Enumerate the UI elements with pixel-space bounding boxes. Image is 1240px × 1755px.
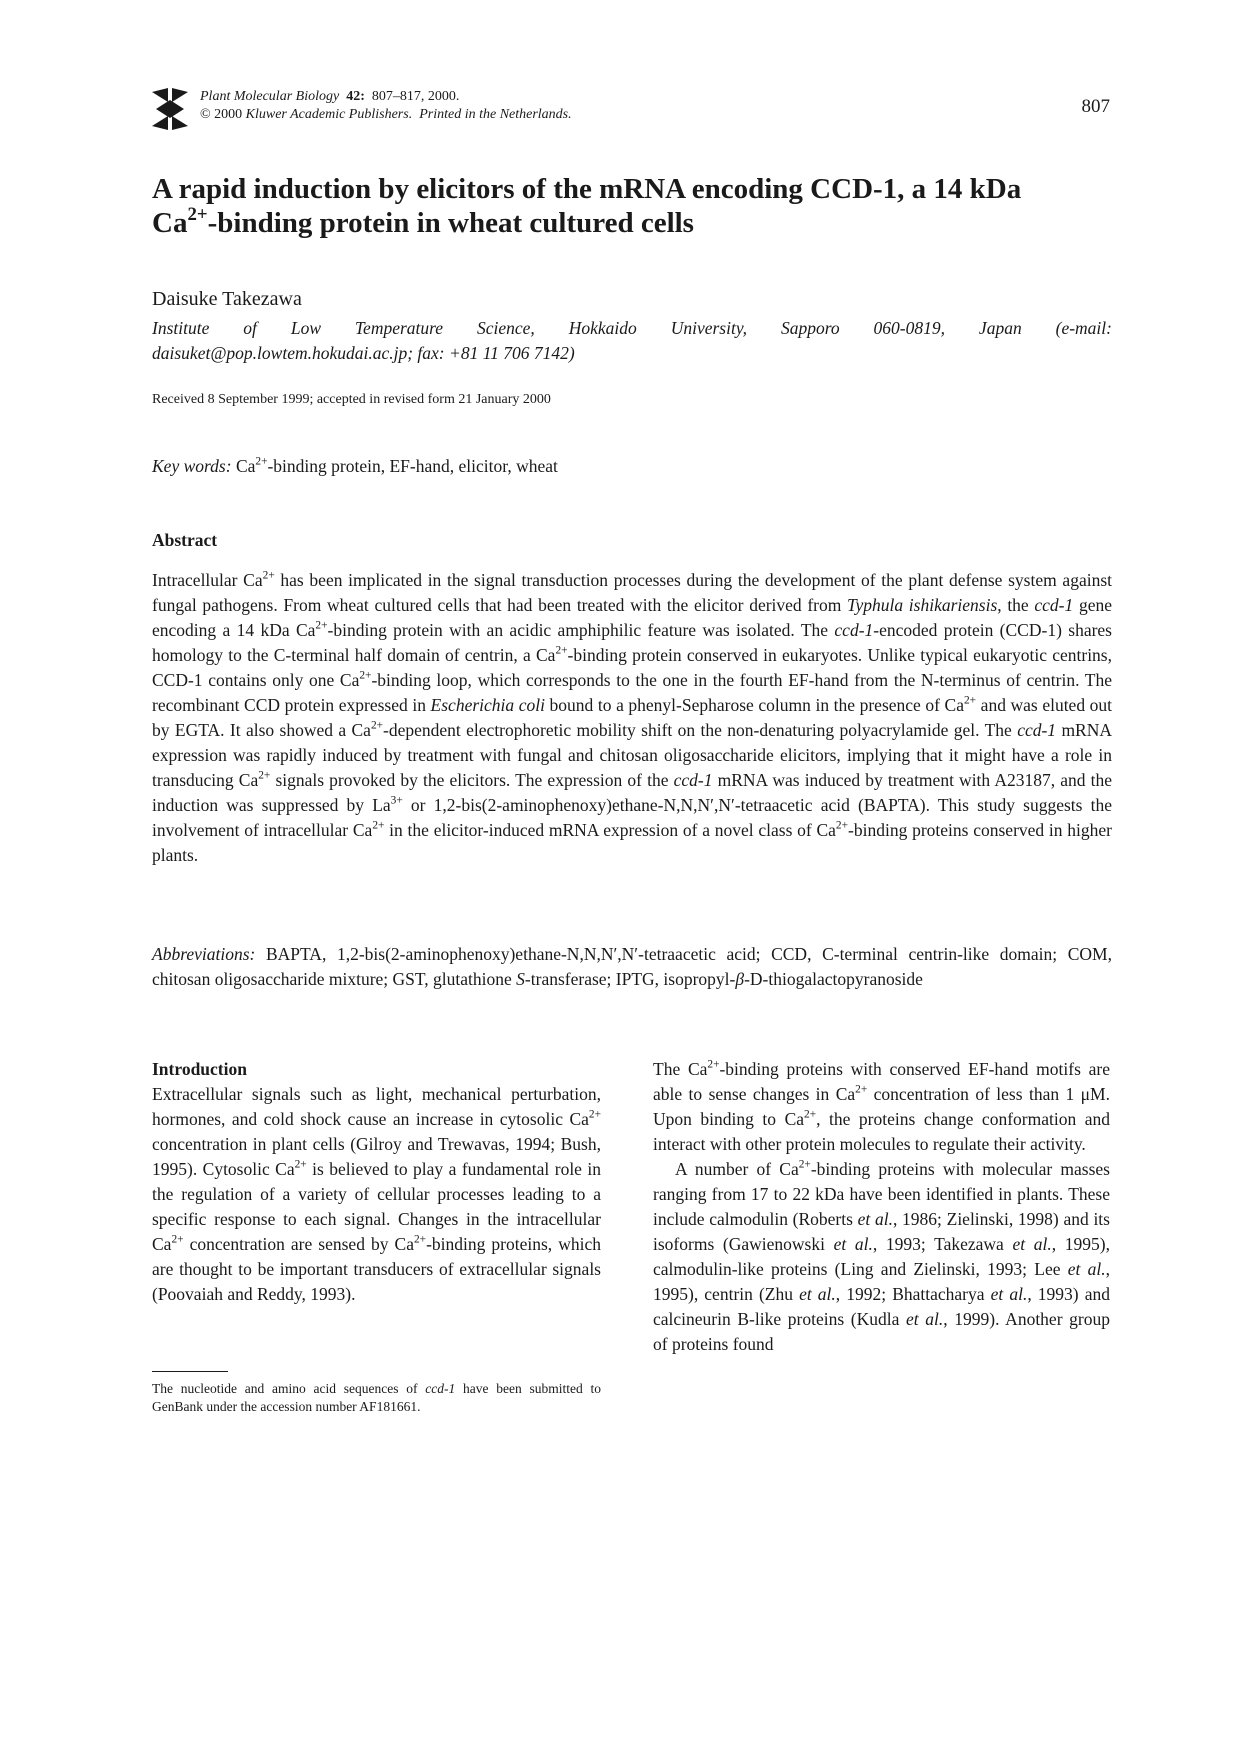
left-column [152, 1057, 601, 1307]
keywords: Key words: $Ca^{2+}$-binding protein, EF-hand, elicitor, wheat [152, 455, 558, 476]
right-column [653, 1057, 1110, 1357]
journal-header: Plant Molecular Biology 42: 807–817, 2000. © 2000 Kluwer Academic Publishers. Printed in the Netherlands. [200, 89, 572, 122]
abstract-text: Intracellular $Ca^{2+}$ has been implicated in the signal transduction processes during the development of the plant defense system against fungal pathogens. From wheat cultured cells that had been treated with the elicitor derived from Typhula ishikariensis, the ccd-1 gene encoding a 14 kDa $Ca^{2+}$-binding protein with an acidic amphiphilic feature was isolated. The ccd-1-encoded protein (CCD-1) shares homology to the C-terminal half domain of centrin, a $Ca^{2+}$-binding protein conserved in eukaryotes. Unlike typical eukaryotic centrins, CCD-1 contains only one $Ca^{2+}$-binding loop, which corresponds to the one in the fourth EF-hand from the N-terminus of centrin. The recombinant CCD protein expressed in Escherichia coli bound to a phenyl-Sepharose column in the presence of $Ca^{2+}$ and was eluted out by EGTA. It also showed a $Ca^{2+}$-dependent electrophoretic mobility shift on the non-denaturing polyacrylamide gel. The ccd-1 mRNA expression was rapidly induced by treatment with fungal and chitosan oligosaccharide elicitors, implying that it might have a role in transducing $Ca^{2+}$ signals provoked by the elicitors. The expression of the ccd-1 mRNA was induced by treatment with A23187, and the induction was suppressed by $La^{3+}$ or 1,2-bis(2-aminophenoxy)ethane-N,N,N′,N′-tetraacetic acid (BAPTA). This study suggests the involvement of intracellular $Ca^{2+}$ in the elicitor-induced mRNA expression of a novel class of $Ca^{2+}$-binding proteins conserved in higher plants. [152, 569, 1113, 865]
author-name: Daisuke Takezawa [152, 288, 302, 310]
abbreviations: Abbreviations: BAPTA, 1,2-bis(2-aminophenoxy)ethane-N,N,N′,N′-tetraacetic acid; CCD, C-terminal centrin-like domain; COM, chitosan oligosaccharide mixture; GST, glutathione S-transferase; IPTG, isopropyl-β-D-thiogalactopyranoside [152, 944, 1112, 989]
introduction-paragraph-1: Extracellular signals such as light, mechanical perturbation, hormones, and cold shock cause an increase in cytosolic $Ca^{2+}$ concentration in plant cells (Gilroy and Trewavas, 1994; Bush, 1995). Cytosolic $Ca^{2+}$ is believed to play a fundamental role in the regulation of a variety of cellular processes leading to a specific response to each signal. Changes in the intracellular $Ca^{2+}$ concentration are sensed by $Ca^{2+}$-binding proteins, which are thought to be important transducers of extracellular signals (Poovaiah and Reddy, 1993). [152, 1084, 601, 1304]
received-dates: Received 8 September 1999; accepted in revised form 21 January 2000 [152, 392, 551, 407]
introduction-heading: Introduction [152, 1059, 247, 1079]
introduction-paragraph-3: A number of $Ca^{2+}$-binding proteins with molecular masses ranging from 17 to 22 kDa have been identified in plants. These include calmodulin (Roberts et al., 1986; Zielinski, 1998) and its isoforms (Gawienowski et al., 1993; Takezawa et al., 1995), calmodulin-like proteins (Ling and Zielinski, 1993; Lee et al., 1995), centrin (Zhu et al., 1992; Bhattacharya et al., 1993) and calcineurin B-like proteins (Kudla et al., 1999). Another group of proteins found [653, 1158, 1110, 1354]
abstract-heading: Abstract [152, 530, 218, 550]
introduction-paragraph-2: The $Ca^{2+}$-binding proteins with conserved EF-hand motifs are able to sense changes in $Ca^{2+}$ concentration of less than 1 μM. Upon binding to $Ca^{2+}$, the proteins change conformation and interact with other protein molecules to regulate their activity. [653, 1058, 1110, 1154]
author-affiliation: Institute of Low Temperature Science, Hokkaido University, Sapporo 060-0819, Japan (e-mail: daisuket@pop.lowtem.hokudai.ac.jp; fax: +81 11 706 7142) [152, 318, 1112, 363]
footnote-rule [152, 1371, 228, 1372]
article-title: A rapid induction by elicitors of the mRNA encoding CCD-1, a 14 kDa $Ca^{2+}$-binding protein in wheat cultured cells [152, 173, 1022, 239]
publisher-logo [152, 88, 188, 130]
page-number: 807 [1081, 96, 1110, 117]
footnote: The nucleotide and amino acid sequences of ccd-1 have been submitted to GenBank under the accession number AF181661. [152, 1381, 601, 1414]
